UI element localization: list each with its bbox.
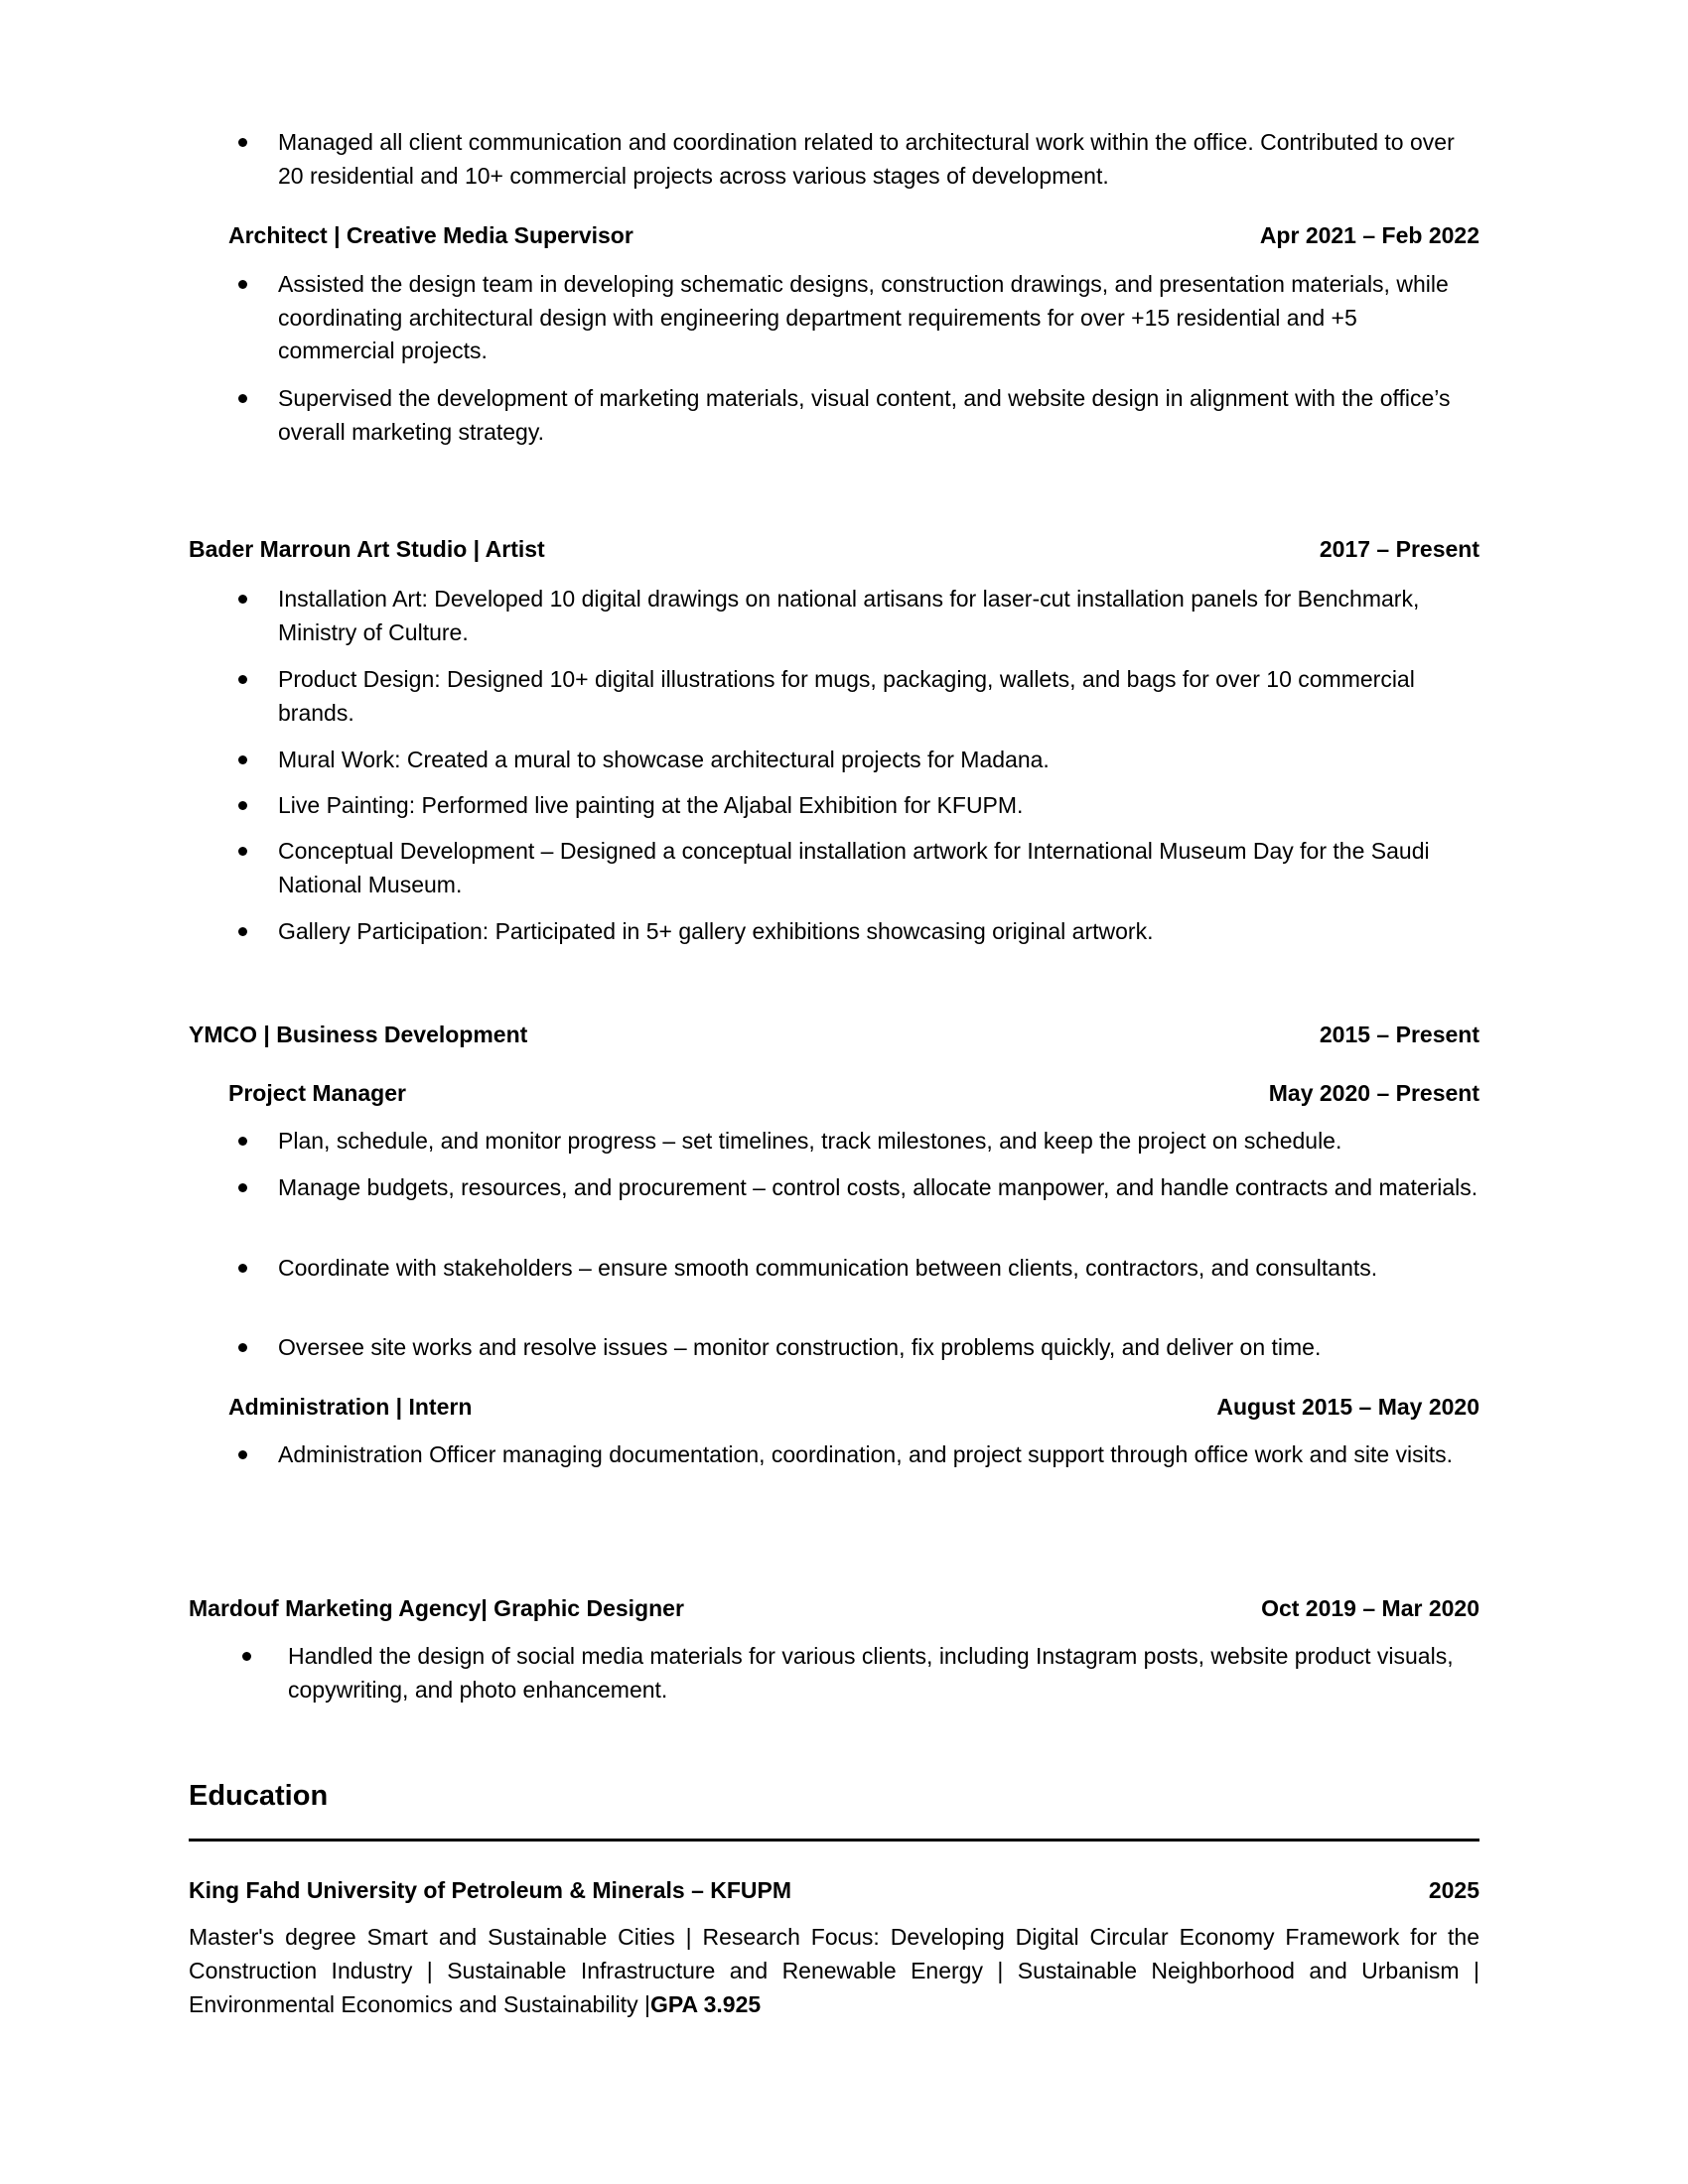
bullet-icon xyxy=(238,1264,247,1273)
architect-bullet-2: Supervised the development of marketing materials, visual content, and website design in alignment with the office’s overall marketing strategy. xyxy=(278,385,1451,445)
job-date: 2017 – Present xyxy=(1319,536,1479,562)
studio-bullet-1: Installation Art: Developed 10 digital drawings on national artisans for laser-cut installation panels for Benchmark, Ministry of Culture. xyxy=(278,586,1420,645)
education-header xyxy=(189,1874,1479,1906)
bullet-icon xyxy=(238,675,247,684)
role-date: May 2020 – Present xyxy=(1268,1080,1479,1106)
pm-bullet-1: Plan, schedule, and monitor progress – set timelines, track milestones, and keep the project on schedule. xyxy=(278,1128,1342,1154)
role-title: Architect | Creative Media Supervisor xyxy=(228,222,633,248)
role-title: Project Manager xyxy=(228,1080,406,1106)
bullet-icon xyxy=(238,1343,247,1352)
job-header-mardouf xyxy=(189,1592,1479,1624)
studio-bullet-4: Live Painting: Performed live painting at the Aljabal Exhibition for KFUPM. xyxy=(278,792,1024,818)
section-divider xyxy=(189,1839,1479,1842)
studio-bullet-3: Mural Work: Created a mural to showcase architectural projects for Madana. xyxy=(278,747,1050,772)
role-header-admin xyxy=(228,1391,1479,1423)
job-title: Mardouf Marketing Agency| Graphic Designer xyxy=(189,1595,684,1621)
pm-bullet-2: Manage budgets, resources, and procurement – control costs, allocate manpower, and handle contracts and materials. xyxy=(278,1174,1478,1200)
bullet-icon xyxy=(242,1652,251,1661)
studio-bullet-2: Product Design: Designed 10+ digital illustrations for mugs, packaging, wallets, and bags for over 10 commercial brands. xyxy=(278,666,1415,726)
bullet-icon xyxy=(238,1137,247,1146)
bullet-icon xyxy=(238,755,247,764)
education-details xyxy=(189,1920,1479,2021)
prev-bullet-1: Managed all client communication and coordination related to architectural work within the office. Contributed to over 20 residential and 10+ commercial projects across various stages of development. xyxy=(278,129,1455,189)
studio-bullet-6: Gallery Participation: Participated in 5+ gallery exhibitions showcasing original artwork. xyxy=(278,918,1154,944)
school-name: King Fahd University of Petroleum & Minerals – KFUPM xyxy=(189,1877,792,1903)
bullet-icon xyxy=(238,1450,247,1459)
bullet-icon xyxy=(238,280,247,289)
job-header-studio xyxy=(189,533,1479,565)
pm-bullet-4: Oversee site works and resolve issues – monitor construction, fix problems quickly, and deliver on time. xyxy=(278,1334,1322,1360)
architect-bullet-1: Assisted the design team in developing schematic designs, construction drawings, and presentation materials, while coordinating architectural design with engineering department requirements for over +15 residential and +5 commercial projects. xyxy=(278,271,1449,363)
bullet-icon xyxy=(238,801,247,810)
mardouf-bullet-1: Handled the design of social media materials for various clients, including Instagram posts, website product visuals, copywriting, and photo enhancement. xyxy=(288,1643,1454,1703)
graduation-year: 2025 xyxy=(1428,1877,1479,1903)
bullet-icon xyxy=(238,847,247,856)
bullet-icon xyxy=(238,138,247,147)
bullet-icon xyxy=(238,927,247,936)
role-title: Administration | Intern xyxy=(228,1394,473,1420)
degree-details: Master's degree Smart and Sustainable Cities | Research Focus: Developing Digital Circular Economy Framework for the Construction Industry | Sustainable Infrastructure and Renewable Energy | Sustainable Neighborhood and Urbanism | Environmental Economics and Sustainability | xyxy=(189,1924,1479,2017)
education-heading: Education xyxy=(189,1780,329,1812)
bullet-icon xyxy=(238,394,247,403)
studio-bullet-5: Conceptual Development – Designed a conceptual installation artwork for International Museum Day for the Saudi National Museum. xyxy=(278,838,1430,897)
role-header-pm xyxy=(228,1077,1479,1109)
bullet-icon xyxy=(238,1183,247,1192)
job-date: 2015 – Present xyxy=(1319,1022,1479,1047)
role-date: August 2015 – May 2020 xyxy=(1216,1394,1479,1420)
role-date: Apr 2021 – Feb 2022 xyxy=(1259,222,1479,248)
job-header-ymco xyxy=(189,1019,1479,1050)
bullet-icon xyxy=(238,595,247,604)
job-date: Oct 2019 – Mar 2020 xyxy=(1261,1595,1479,1621)
gpa: GPA 3.925 xyxy=(649,1991,762,2017)
pm-bullet-3: Coordinate with stakeholders – ensure smooth communication between clients, contractors, and consultants. xyxy=(278,1255,1378,1281)
job-title: Bader Marroun Art Studio | Artist xyxy=(189,536,545,562)
admin-bullet-1: Administration Officer managing documentation, coordination, and project support through office work and site visits. xyxy=(278,1441,1454,1467)
role-header-architect xyxy=(228,219,1479,251)
job-title: YMCO | Business Development xyxy=(189,1022,528,1047)
